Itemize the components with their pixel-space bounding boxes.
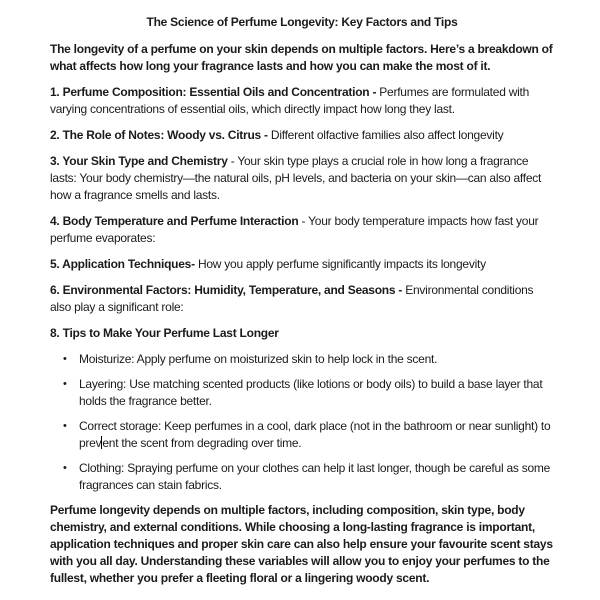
section-text-4: - Your body temperature impacts how fast your perfume evaporates: [50,214,539,245]
section-paragraph-4 [50,213,554,247]
bullet-item-layering [50,376,554,410]
closing-paragraph: Perfume longevity depends on multiple factors, including composition, skin type, body chemistry, and external conditions. While choosing a long-lasting fragrance is important, application techniques and proper skin care can also help ensure your favourite scent stays with you all day. Understanding these variables will allow you to enjoy your perfumes to the fullest, whether you prefer a fleeting floral or a lingering woody scent. [50,503,553,585]
intro-paragraph: The longevity of a perfume on your skin depends on multiple factors. Here’s a breakdown of what affects how long your fragrance lasts and how you can make the most of it. [50,42,553,73]
section-text-1: Perfumes are formulated with varying concentrations of essential oils, which directly impact how long they last. [50,85,530,116]
bullet-text-correct-storage [79,418,554,452]
tips-bullet-list [50,351,554,494]
section-text-2: Different olfactive families also affect longevity [267,128,504,142]
section-paragraph-6 [50,282,554,316]
section-heading-2: 2. The Role of Notes: Woody vs. Citrus - [50,128,268,142]
bullet-text-layering: Layering: Use matching scented products (like lotions or body oils) to build a base layer that holds the fragrance better. [79,377,543,408]
bullet-item-moisturize [50,351,554,368]
section-heading-1: 1. Perfume Composition: Essential Oils and Concentration - [50,85,377,99]
bullet-item-correct-storage [50,418,554,452]
bullet-text-clothing: Clothing: Spraying perfume on your clothes can help it last longer, though be careful as some fragrances can stain fabrics. [79,461,551,492]
text-before-cursor: Correct storage: Keep perfumes in a cool, dark place (not in the bathroom or near sunlight) to prev [79,419,551,450]
section-heading-5: 5. Application Techniques- [50,257,195,271]
bullet-marker: • [63,378,67,390]
text-after-cursor: ent the scent from degrading over time. [102,436,302,450]
section-heading-8: 8. Tips to Make Your Perfume Last Longer [50,326,279,340]
bullet-item-clothing [50,460,554,494]
section-paragraph-8 [50,325,554,342]
section-text-5: How you apply perfume significantly impacts its longevity [194,257,486,271]
section-heading-6: 6. Environmental Factors: Humidity, Temperature, and Seasons - [50,283,403,297]
bullet-marker: • [63,462,67,474]
bullet-marker: • [63,420,67,432]
bullet-marker: • [63,353,67,365]
section-heading-3: 3. Your Skin Type and Chemistry [50,154,228,168]
bullet-text-moisturize: Moisturize: Apply perfume on moisturized skin to help lock in the scent. [79,352,438,366]
section-text-3: - Your skin type plays a crucial role in how long a fragrance lasts: Your body chemistry—the natural oils, pH levels, and bacteria on your skin—can also affect how a fragrance smells and lasts. [50,154,542,202]
section-paragraph-1 [50,84,554,118]
section-text-6: Environmental conditions also play a significant role: [50,283,534,314]
section-paragraph-2 [50,127,554,144]
section-heading-4: 4. Body Temperature and Perfume Interaction [50,214,299,228]
section-paragraph-3 [50,153,554,204]
section-paragraph-5 [50,256,554,273]
page-title: The Science of Perfume Longevity: Key Factors and Tips [146,15,458,29]
